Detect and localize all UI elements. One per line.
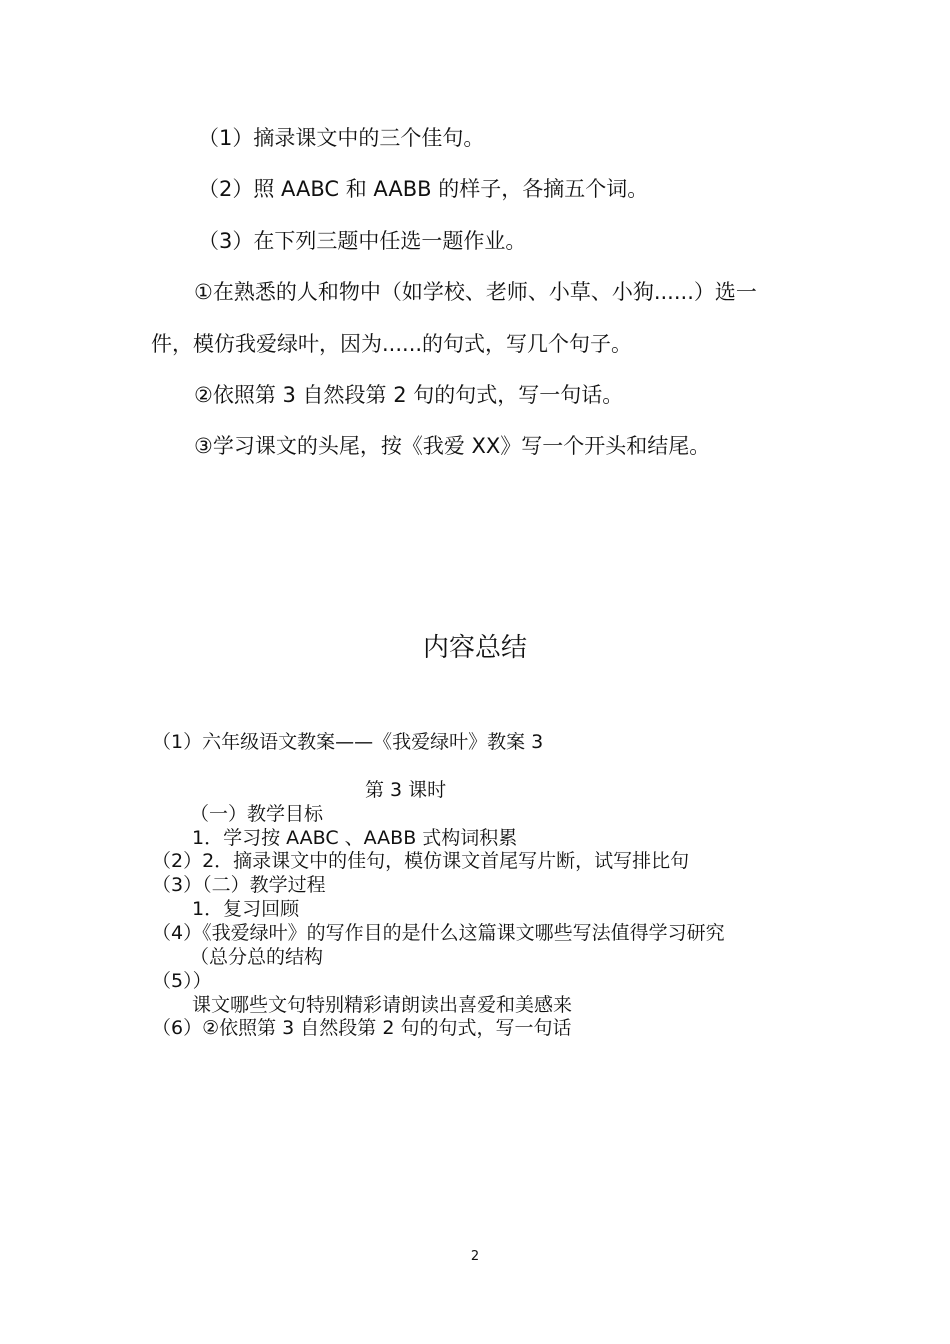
homework-item-2: （2）照 AABC 和 AABB 的样子，各摘五个词。: [198, 177, 649, 201]
summary-line-5: （2）2．摘录课文中的佳句，模仿课文首尾写片断，试写排比句: [152, 850, 690, 872]
summary-line-11: 课文哪些文句特别精彩请朗读出喜爱和美感来: [192, 994, 573, 1016]
homework-option-2: ②依照第 3 自然段第 2 句的句式，写一句话。: [194, 383, 624, 407]
summary-line-2: 第 3 课时: [365, 779, 447, 801]
homework-item-3: （3）在下列三题中任选一题作业。: [198, 229, 527, 253]
page-number: 2: [470, 1249, 480, 1264]
summary-line-10: （5））: [152, 970, 212, 992]
summary-line-8: （4）《我爱绿叶》的写作目的是什么这篇课文哪些写法值得学习研究: [152, 922, 725, 944]
homework-option-3: ③学习课文的头尾，按《我爱 XX》写一个开头和结尾。: [194, 434, 711, 458]
summary-title: 内容总结: [422, 633, 527, 663]
summary-line-3: （一）教学目标: [190, 803, 324, 825]
summary-line-12: （6）②依照第 3 自然段第 2 句的句式，写一句话: [152, 1017, 572, 1039]
summary-line-1: （1）六年级语文教案——《我爱绿叶》教案 3: [152, 731, 544, 753]
homework-item-1: （1）摘录课文中的三个佳句。: [198, 126, 485, 150]
homework-option-1-line-1: ①在熟悉的人和物中（如学校、老师、小草、小狗......）选一: [194, 280, 757, 304]
homework-option-1-line-2: 件，模仿我爱绿叶，因为......的句式，写几个句子。: [151, 332, 633, 356]
summary-line-9: （总分总的结构: [190, 946, 324, 968]
summary-line-7: 1．复习回顾: [192, 898, 300, 920]
summary-line-4: 1．学习按 AABC 、AABB 式构词积累: [192, 827, 518, 849]
summary-line-6: （3）（二）教学过程: [152, 874, 326, 896]
